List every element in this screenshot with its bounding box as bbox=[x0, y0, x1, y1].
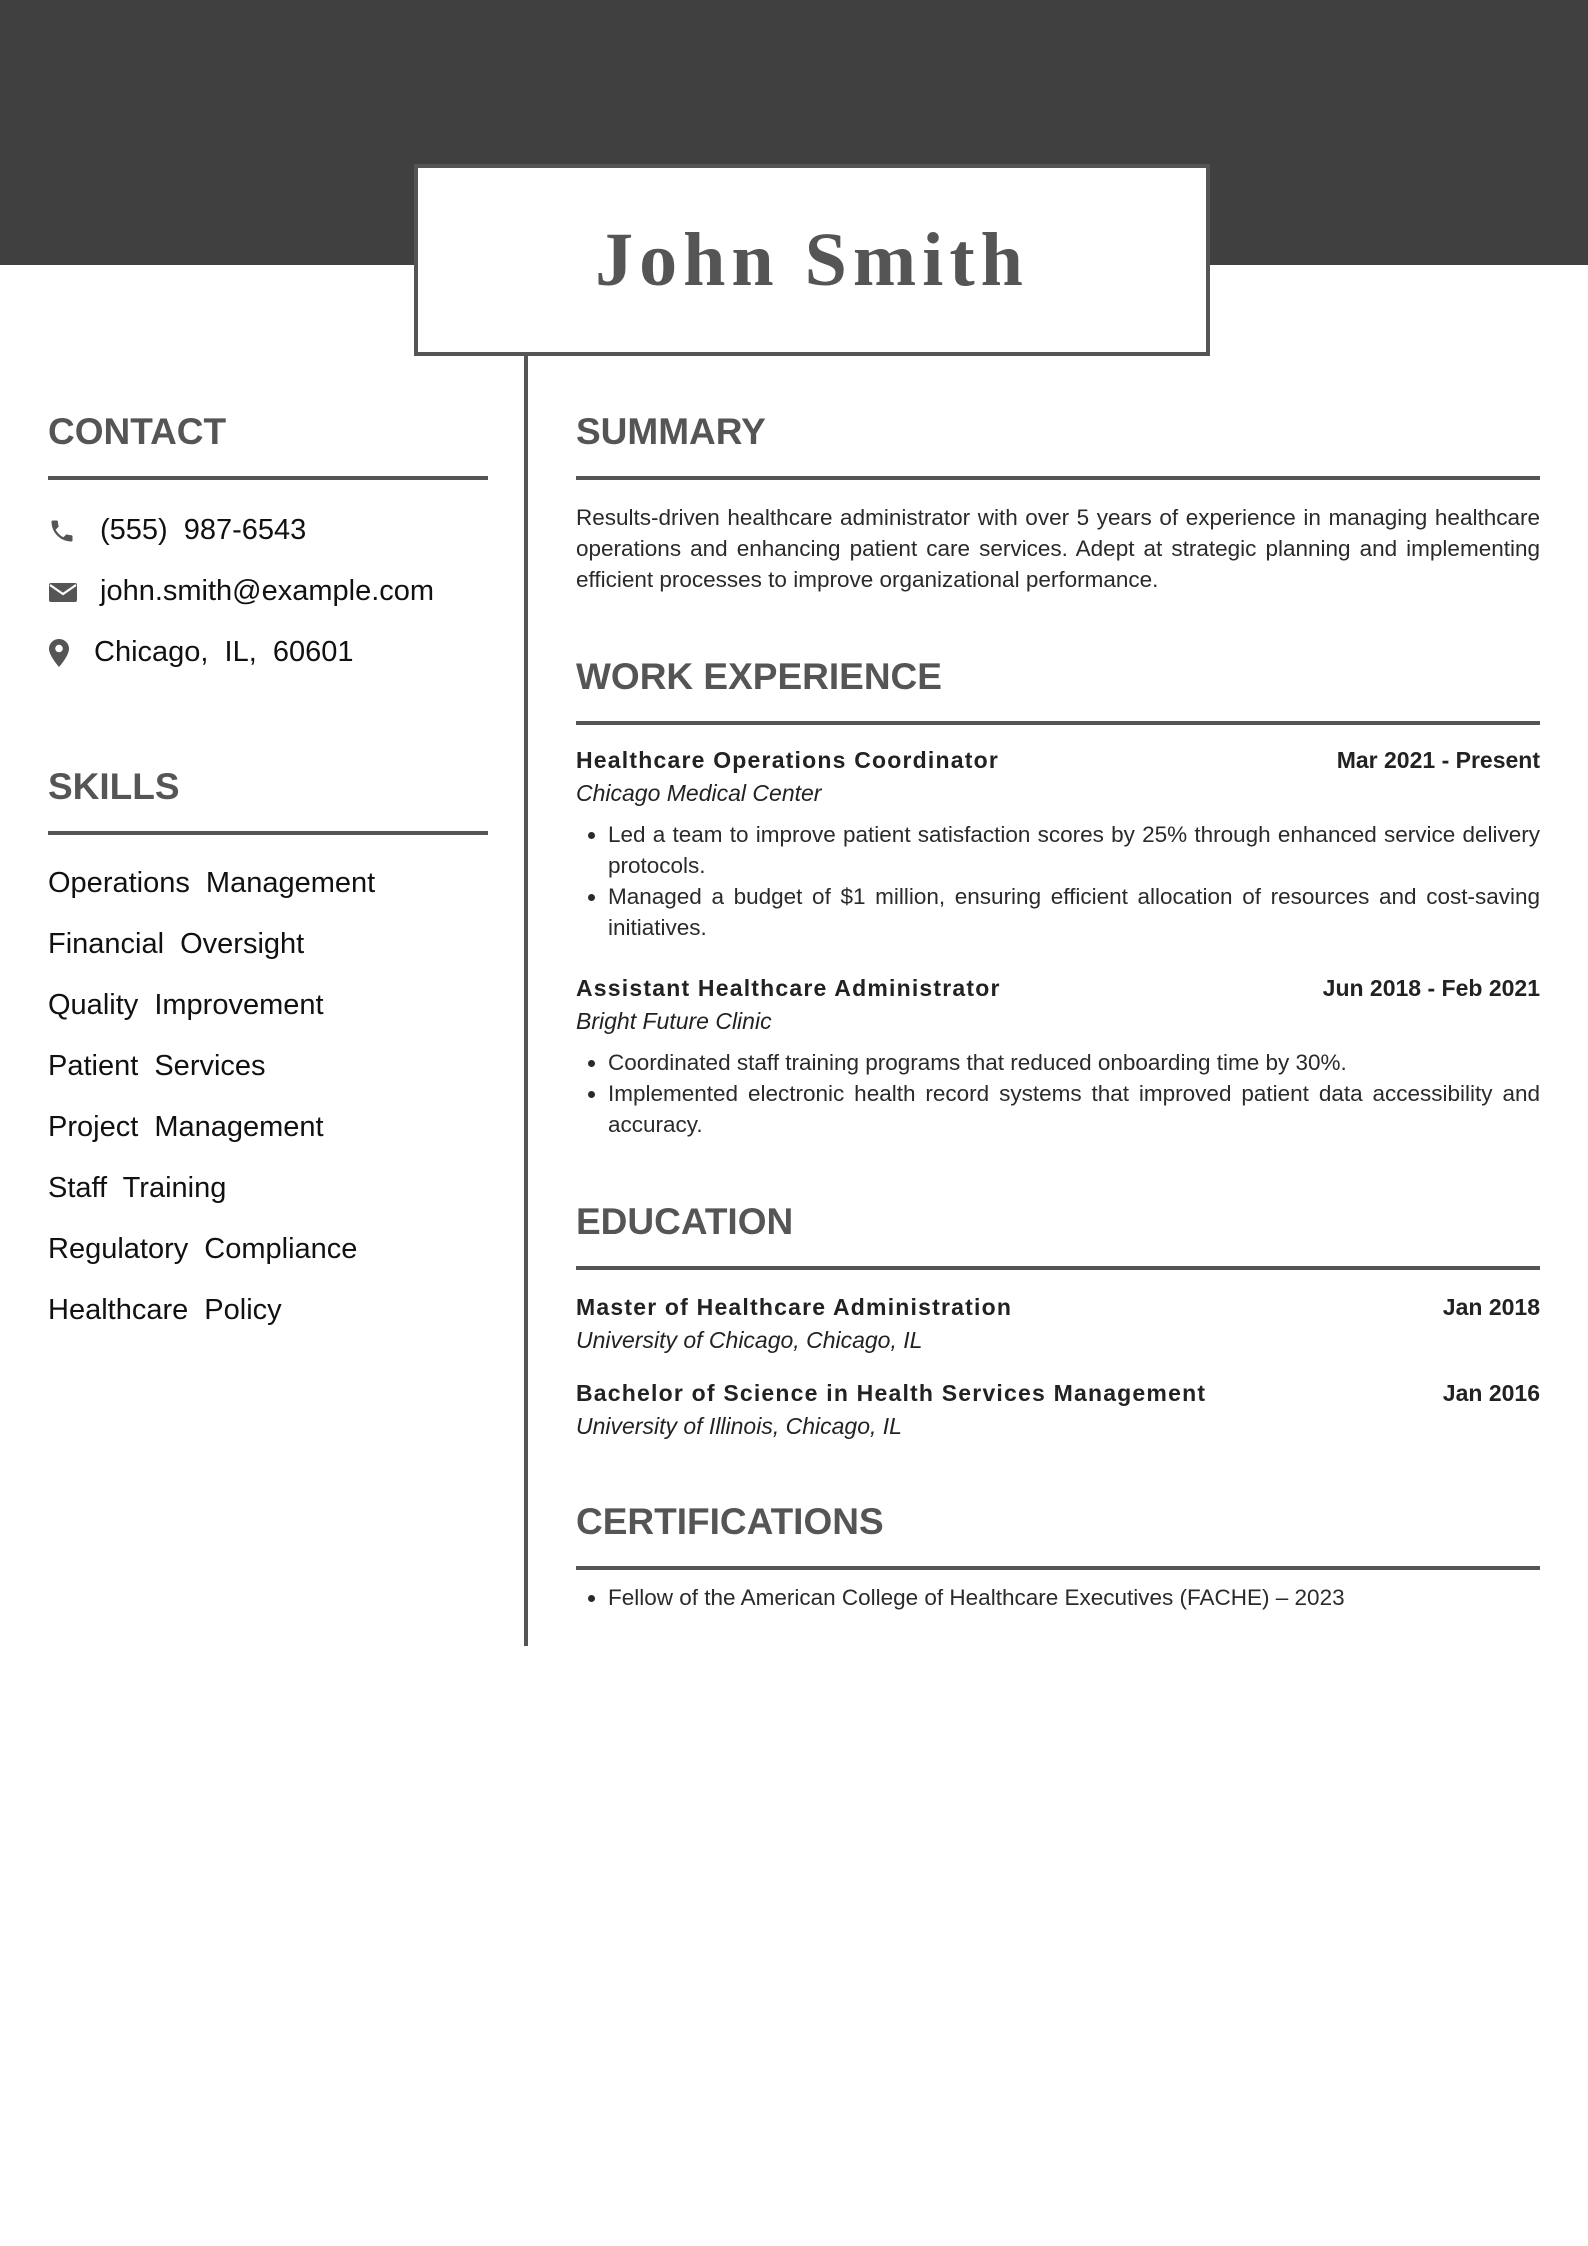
summary-text: Results-driven healthcare administrator with over 5 years of experience in managing healthcare operations and enhancing patient care services. Adept at strategic planning and implementing efficient processes to improve organizational performance. bbox=[576, 505, 1540, 592]
experience-section bbox=[576, 653, 1540, 1140]
contact-email-text: john.smith@example.com bbox=[100, 575, 435, 607]
summary-rule bbox=[576, 476, 1540, 480]
contact-phone-text: (555) 987-6543 bbox=[100, 514, 307, 546]
skills-list bbox=[48, 853, 488, 1341]
degree-title: Master of Healthcare Administration bbox=[576, 1294, 1013, 1320]
job-organization: Bright Future Clinic bbox=[576, 1008, 772, 1034]
job-title: Healthcare Operations Coordinator bbox=[576, 747, 1000, 773]
job-dates: Mar 2021 - Present bbox=[1336, 747, 1540, 773]
skill-item: Staff Training bbox=[48, 1172, 227, 1204]
job-entry bbox=[576, 747, 1540, 943]
education-entry bbox=[576, 1294, 1540, 1354]
phone-icon bbox=[48, 517, 100, 545]
skills-heading: SKILLS bbox=[48, 766, 180, 807]
skills-rule bbox=[48, 831, 488, 835]
job-bullet: • Implemented electronic health record systems that improved patient data accessibility and accuracy. bbox=[608, 1078, 1540, 1140]
education-section bbox=[576, 1198, 1540, 1440]
degree-date: Jan 2018 bbox=[1442, 1294, 1540, 1320]
education-entry bbox=[576, 1380, 1540, 1440]
skill-item: Operations Management bbox=[48, 867, 376, 899]
certifications-section bbox=[576, 1498, 1540, 1613]
skill-item: Patient Services bbox=[48, 1050, 266, 1082]
degree-title: Bachelor of Science in Health Services Management bbox=[576, 1380, 1207, 1406]
certifications-heading: CERTIFICATIONS bbox=[576, 1501, 884, 1542]
skill-item: Financial Oversight bbox=[48, 928, 305, 960]
school-name: University of Chicago, Chicago, IL bbox=[576, 1327, 923, 1353]
job-title: Assistant Healthcare Administrator bbox=[576, 975, 1001, 1001]
skill-item: Quality Improvement bbox=[48, 989, 324, 1021]
experience-heading: WORK EXPERIENCE bbox=[576, 656, 942, 697]
contact-section bbox=[48, 408, 488, 683]
contact-location bbox=[48, 622, 488, 683]
job-bullets bbox=[576, 819, 1540, 943]
job-organization: Chicago Medical Center bbox=[576, 780, 822, 806]
contact-location-text: Chicago, IL, 60601 bbox=[94, 636, 354, 668]
left-column bbox=[48, 408, 488, 1341]
map-pin-icon bbox=[48, 638, 94, 668]
education-heading: EDUCATION bbox=[576, 1201, 794, 1242]
envelope-icon bbox=[48, 580, 100, 604]
certification-item: • Fellow of the American College of Healthcare Executives (FACHE) – 2023 bbox=[608, 1582, 1540, 1613]
skill-item: Project Management bbox=[48, 1111, 324, 1143]
job-bullets bbox=[576, 1047, 1540, 1140]
job-dates: Jun 2018 - Feb 2021 bbox=[1322, 975, 1540, 1001]
contact-list bbox=[48, 500, 488, 683]
job-bullet: • Led a team to improve patient satisfaction scores by 25% through enhanced service delivery protocols. bbox=[608, 819, 1540, 881]
job-bullet: • Coordinated staff training programs that reduced onboarding time by 30%. bbox=[608, 1047, 1540, 1078]
school-name: University of Illinois, Chicago, IL bbox=[576, 1413, 902, 1439]
summary-heading: SUMMARY bbox=[576, 411, 766, 452]
contact-rule bbox=[48, 476, 488, 480]
skill-item: Regulatory Compliance bbox=[48, 1233, 358, 1265]
education-rule bbox=[576, 1266, 1540, 1270]
column-divider bbox=[524, 356, 528, 1646]
summary-section bbox=[576, 408, 1540, 595]
candidate-name: John Smith bbox=[595, 217, 1029, 302]
certification-list bbox=[576, 1582, 1540, 1613]
job-bullet: • Managed a budget of $1 million, ensuring efficient allocation of resources and cost-saving initiatives. bbox=[608, 881, 1540, 943]
skill-item: Healthcare Policy bbox=[48, 1294, 282, 1326]
right-column bbox=[576, 408, 1540, 1613]
skills-section bbox=[48, 763, 488, 1341]
degree-date: Jan 2016 bbox=[1442, 1380, 1540, 1406]
contact-heading: CONTACT bbox=[48, 411, 227, 452]
name-box bbox=[414, 164, 1210, 356]
job-entry bbox=[576, 975, 1540, 1140]
experience-rule bbox=[576, 721, 1540, 725]
contact-phone bbox=[48, 500, 488, 561]
contact-email bbox=[48, 561, 488, 622]
certifications-rule bbox=[576, 1566, 1540, 1570]
